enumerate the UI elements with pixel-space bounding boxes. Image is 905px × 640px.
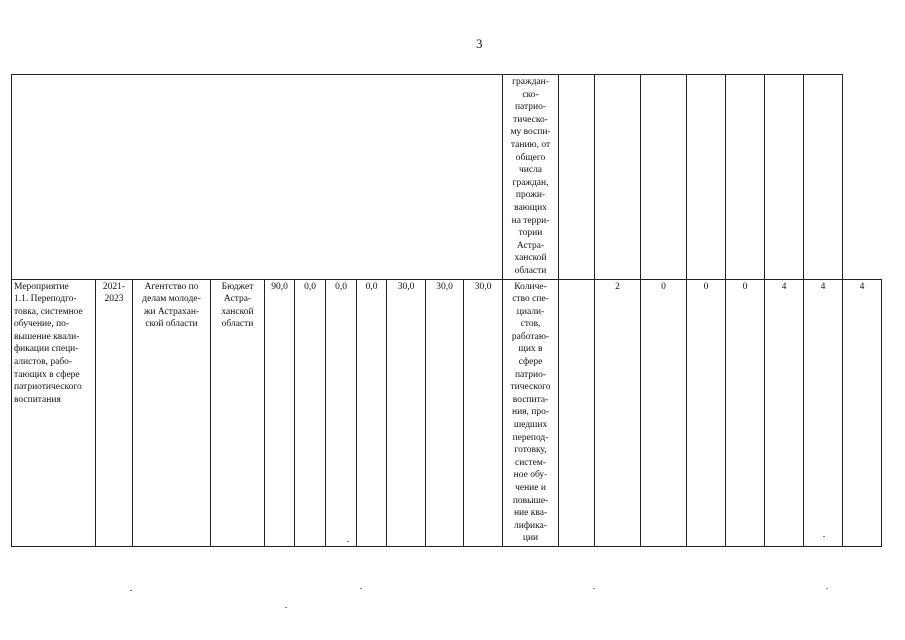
finance-cell: 0,0 bbox=[326, 279, 357, 546]
finance-total-cell: 90,0 bbox=[265, 279, 295, 546]
scan-speck bbox=[347, 541, 349, 542]
table-row bbox=[12, 279, 882, 546]
value-cell: 0 bbox=[726, 279, 765, 546]
value-cell: 2 bbox=[595, 279, 641, 546]
finance-cell: 30,0 bbox=[464, 279, 503, 546]
indicator-cell: граждан- ско- патрио- тическо- му воспи- танию, от общего числа граждан, прожи- вающих на терри- тории Астра- ханской области bbox=[503, 75, 559, 280]
scan-speck bbox=[285, 607, 287, 608]
value-cell bbox=[765, 75, 804, 280]
unit-cell bbox=[559, 75, 595, 280]
finance-cell: 0,0 bbox=[357, 279, 387, 546]
value-cell: 4 bbox=[765, 279, 804, 546]
program-table bbox=[11, 74, 882, 547]
period-cell: 2021- 2023 bbox=[96, 279, 133, 546]
value-cell bbox=[726, 75, 765, 280]
value-cell bbox=[641, 75, 687, 280]
scan-speck bbox=[130, 590, 132, 591]
scan-speck bbox=[826, 588, 828, 589]
value-cell bbox=[687, 75, 726, 280]
scan-speck bbox=[593, 588, 595, 589]
value-cell: 4 bbox=[804, 279, 843, 546]
scan-speck bbox=[360, 588, 362, 589]
unit-cell bbox=[559, 279, 595, 546]
page-number: 3 bbox=[476, 36, 483, 51]
finance-cell: 30,0 bbox=[387, 279, 426, 546]
indicator-cell: Количе- ство спе- циали- стов, работаю- щих в сфере патрио- тического воспита- ния, про- шедших перепод- готовку, систем- ное обу- чение и повыше- ние ква- лифика- ции bbox=[503, 279, 559, 546]
value-cell bbox=[804, 75, 843, 280]
finance-cell: 0,0 bbox=[295, 279, 326, 546]
table-row bbox=[12, 75, 882, 280]
value-cell: 4 bbox=[843, 279, 882, 546]
value-cell bbox=[595, 75, 641, 280]
finance-cell: 30,0 bbox=[426, 279, 464, 546]
empty-merged-cell bbox=[12, 75, 503, 280]
measure-cell: Мероприятие 1.1. Переподго- товка, системное обучение, по- вышение квали- фикации специ- алистов, рабо- тающих в сфере патриотического воспитания bbox=[12, 279, 96, 546]
source-cell: Бюджет Астра- ханской области bbox=[211, 279, 265, 546]
executor-cell: Агентство по делам молоде- жи Астрахан- ской области bbox=[133, 279, 211, 546]
value-cell: 0 bbox=[687, 279, 726, 546]
value-cell: 0 bbox=[641, 279, 687, 546]
scan-speck bbox=[823, 536, 825, 537]
